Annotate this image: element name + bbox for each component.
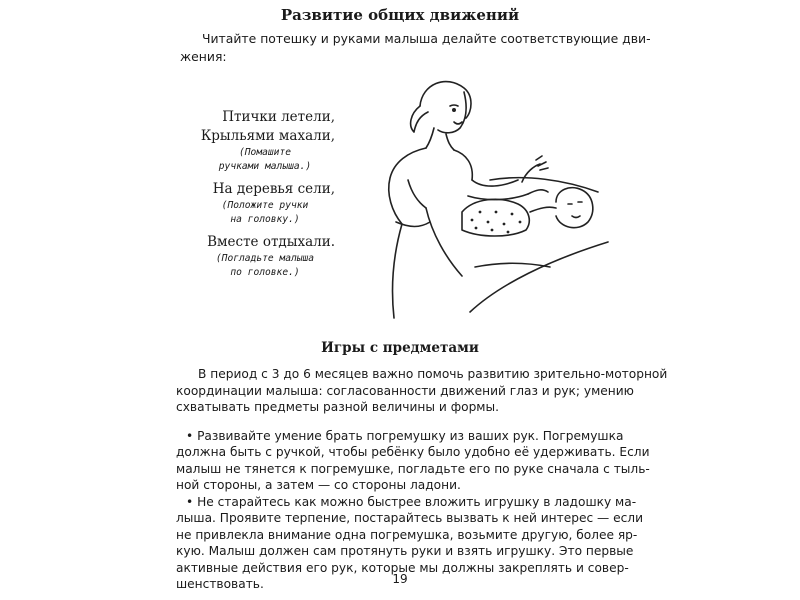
text-line: не привлекла внимание одна погремушка, возьмите другую, более яр- <box>176 527 638 542</box>
poem-note <box>205 146 335 174</box>
poem-line: Крыльями махали, <box>200 128 335 144</box>
text-line: • Развивайте умение брать погремушку из ваших рук. Погремушка <box>186 428 624 443</box>
text-line: ной стороны, а затем — со стороны ладони. <box>176 478 461 492</box>
section-title-general-movements: Развитие общих движений <box>280 6 520 24</box>
poem-note <box>205 252 335 280</box>
text-line: координации малыша: согласованности движений глаз и рук; умению <box>176 383 634 398</box>
nursery-rhyme <box>165 108 335 286</box>
poem-note <box>205 199 335 227</box>
text-line: схватывать предметы разной величины и формы. <box>176 400 499 414</box>
poem-line: Птички летели, <box>222 109 335 125</box>
poem-note-line: по головке.) <box>230 267 300 278</box>
text-line: активные действия его рук, которые мы должны закреплять и совер- <box>176 560 629 575</box>
intro-line: Читайте потешку и руками малыша делайте соответствующие дви- <box>202 31 651 46</box>
intro-paragraph <box>180 30 651 66</box>
paragraph <box>176 366 668 416</box>
text-line: кую. Малыш должен сам протянуть руки и взять игрушку. Это первые <box>176 544 634 558</box>
page-number: 19 <box>392 572 408 586</box>
text-line: лыша. Проявите терпение, постарайтесь вызвать к ней интерес — если <box>176 511 644 525</box>
poem-line: На деревья сели, <box>212 181 335 197</box>
poem-note-line: (Положите ручки <box>221 200 309 211</box>
bullet-item <box>176 428 650 494</box>
games-body-text <box>176 366 668 593</box>
mother-and-baby-illustration <box>350 62 610 322</box>
poem-note-line: (Погладьте малыша <box>215 253 315 264</box>
poem-note-line: на головку.) <box>230 214 300 225</box>
text-line: должна быть с ручкой, чтобы ребёнку было удобно её удерживать. Если <box>176 445 650 459</box>
intro-line: жения: <box>180 49 227 64</box>
text-line: шенствовать. <box>176 577 264 591</box>
poem-line: Вместе отдыхали. <box>207 234 335 250</box>
section-title-games-with-objects: Игры с предметами <box>321 340 479 356</box>
text-line: • Не старайтесь как можно быстрее вложить игрушку в ладошку ма- <box>186 494 637 509</box>
poem-note-line: (Помашите <box>239 147 291 158</box>
text-line: В период с 3 до 6 месяцев важно помочь развитию зрительно-моторной <box>198 367 668 381</box>
poem-note-line: ручками малыша.) <box>218 161 312 172</box>
text-line: малыш не тянется к погремушке, погладьте его по руке сначала с тыль- <box>176 461 650 476</box>
